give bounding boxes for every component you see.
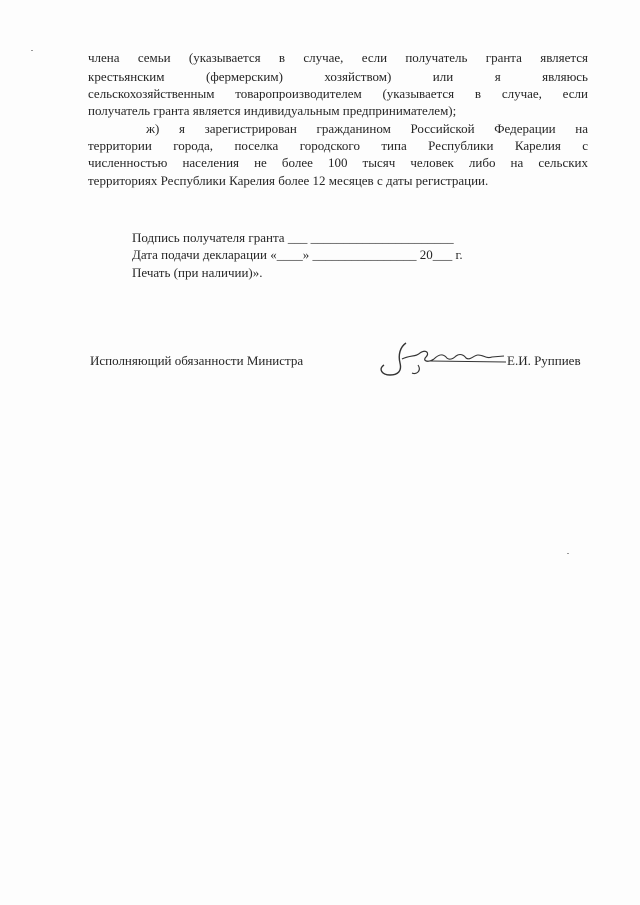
scan-speck <box>31 50 33 51</box>
body-line-5: ж) я зарегистрирован гражданином Российской Федерации на <box>146 121 588 136</box>
body-line-2: крестьянским (фермерским) хозяйством) или я являюсь <box>88 69 588 84</box>
body-line-7: численностью населения не более 100 тысяч человек либо на сельских <box>88 155 588 170</box>
signature-field: Подпись получателя гранта ___ ______________________ <box>132 230 454 245</box>
signatory-position: Исполняющий обязанности Министра <box>90 353 304 368</box>
body-line-1: члена семьи (указывается в случае, если получатель гранта является <box>88 50 588 65</box>
body-line-4: получатель гранта является индивидуальным предпринимателем); <box>88 103 457 118</box>
scan-speck <box>567 553 569 554</box>
signatory-name: Е.И. Руппиев <box>507 353 581 368</box>
body-line-6: территории города, поселка городского типа Республики Карелия с <box>88 138 588 153</box>
seal-field: Печать (при наличии)». <box>132 265 263 280</box>
body-line-3: сельскохозяйственным товаропроизводителем (указывается в случае, если <box>88 86 588 101</box>
handwritten-signature <box>376 341 516 379</box>
body-line-8: территориях Республики Карелия более 12 месяцев с даты регистрации. <box>88 173 489 188</box>
date-field: Дата подачи декларации «____» ________________ 20___ г. <box>132 247 463 262</box>
